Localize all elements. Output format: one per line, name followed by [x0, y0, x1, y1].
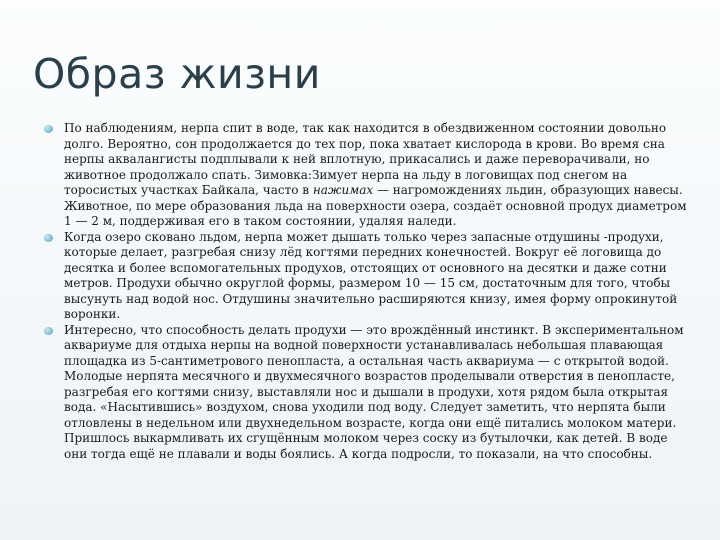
paragraph-text: Когда озеро сковано льдом, нерпа может дышать только через запасные отдушины -продухи, которые делает, разгребая снизу лёд когтями передних конечностей. Вокруг её логовища до десятка и более вспомогательных продухов, отстоящих от основного на десятки и даже сотни метров. Продухи обычно округлой формы, размером 10 — 15 см, достаточным для того, чтобы высунуть над водой нос. Отдушины значительно расширяются книзу, имея форму опрокинутой воронки. [64, 229, 678, 321]
paragraph-lead: По наблюдениям, нерпа спит в воде, так как находится в обездвиженном состоянии довольно долго. Вероятно, сон продолжается до тех пор, пока хватает кислорода в крови. Во время сна нерпы аквалангисты подплывали к ней вплотную, прикасались и даже переворачивали, но животное продолжало спать. Зимовка:Зимует нерпа на льду в логовищах под снегом на торосистых участках Байкала, часто в [64, 121, 667, 197]
bullet-icon [44, 234, 53, 242]
bullet-list [44, 121, 690, 462]
bullet-item-breathing-holes [44, 230, 690, 323]
paragraph-text: Интересно, что способность делать продухи — это врождённый инстинкт. В экспериментальном аквариуме для отдыха нерпы на водной поверхности устанавливалась небольшая плавающая площадка из 5-сантиметрового пенопласта, а остальная часть аквариума — с открытой водой. Молодые нерпята месячного и двухмесячного возрастов проделывали отверстия в пенопласте, разгребая его когтями снизу, выставляли нос и дышали в продухи, хотя рядом была открытая вода. «Насытившись» воздухом, снова уходили под воду. Следует заметить, что нерпята были отловлены в недельном или двухнедельном возрасте, когда они ещё питались молоком матери. Пришлось выкармливать их сгущённым молоком через соску из бутылочки, как детей. В воде они тогда ещё не плавали и воды боялись. А когда подросли, то показали, на что способны. [64, 322, 684, 461]
paragraph-text [64, 121, 687, 228]
bullet-icon [44, 327, 53, 335]
paragraph-tail: — нагромождениях льдин, образующих навесы. Животное, по мере образования льда на поверхности озера, создаёт основной продух диаметром 1 — 2 м, поддерживая его в таком состоянии, удаляя наледи. [64, 183, 687, 228]
bullet-item-instinct-experiment [44, 323, 690, 463]
bullet-icon [44, 125, 53, 133]
italic-term: нажимах [312, 183, 374, 197]
slide-title: Образ жизни [33, 50, 321, 98]
bullet-item-sleep-and-wintering [44, 121, 690, 230]
